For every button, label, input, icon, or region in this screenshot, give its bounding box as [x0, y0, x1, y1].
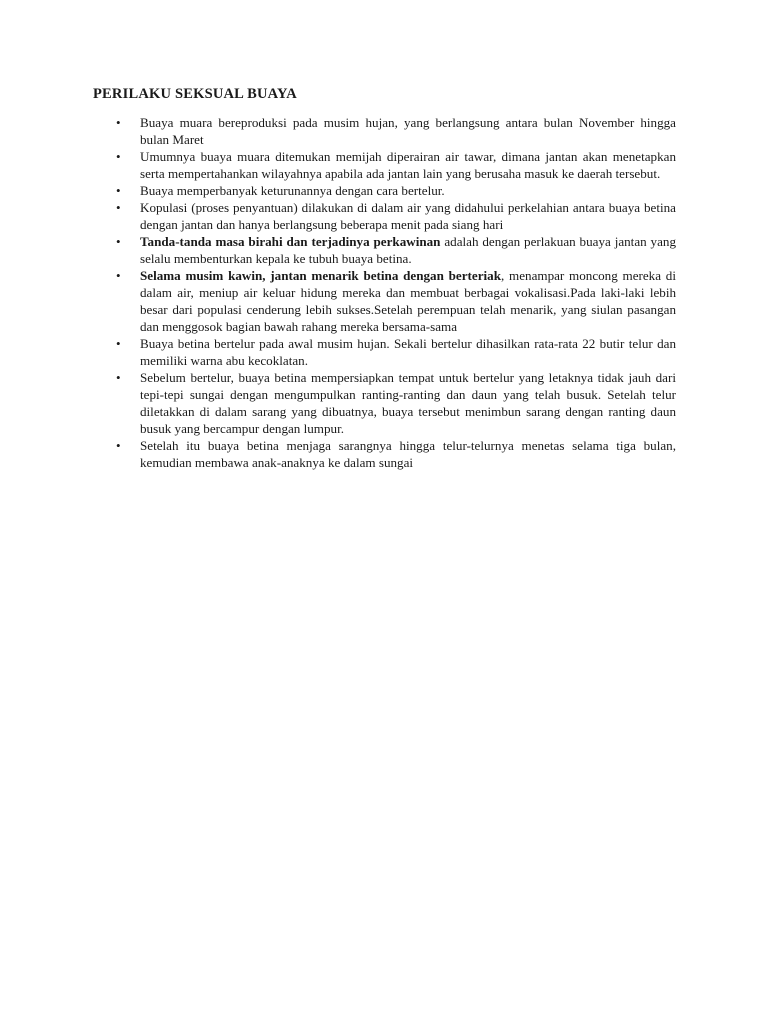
list-item-text: Buaya memperbanyak keturunannya dengan cara bertelur.	[140, 183, 445, 198]
list-item	[116, 114, 676, 148]
list-item	[116, 182, 676, 199]
bullet-icon: •	[116, 370, 121, 385]
bullet-icon: •	[116, 234, 121, 249]
bullet-icon: •	[116, 336, 121, 351]
bullet-icon: •	[116, 438, 121, 453]
list-item-text: Sebelum bertelur, buaya betina mempersiapkan tempat untuk bertelur yang letaknya tidak jauh dari tepi-tepi sungai dengan mengumpulkan ranting-ranting dan daun yang telah busuk. Setelah telur diletakkan di dalam sarang yang dibuatnya, buaya tersebut menimbun sarang dengan ranting daun busuk yang bercampur dengan lumpur.	[140, 370, 676, 436]
list-item-text: adalah dengan perlakuan buaya jantan yang selalu membenturkan kepala ke tubuh buaya betina.	[140, 234, 677, 266]
list-item	[116, 369, 676, 437]
bullet-list	[116, 114, 676, 471]
list-item-text: Buaya muara bereproduksi pada musim hujan, yang berlangsung antara bulan November hingga bulan Maret	[140, 115, 676, 147]
bullet-icon: •	[116, 115, 121, 130]
list-item-bold-text: Tanda-tanda masa birahi dan terjadinya perkawinan	[140, 234, 441, 249]
list-item	[116, 148, 676, 182]
list-item	[116, 199, 676, 233]
bullet-icon: •	[116, 200, 121, 215]
bullet-icon: •	[116, 268, 121, 283]
list-item	[116, 233, 676, 267]
list-item-text: , menampar moncong mereka di dalam air, meniup air keluar hidung mereka dan membuat berbagai vokalisasi.Pada laki-laki lebih besar dari populasi cenderung lebih sukses.Setelah perempuan telah menarik, yang siulan pasangan dan menggosok bagian bawah rahang mereka bersama-sama	[140, 268, 676, 334]
document-title: PERILAKU SEKSUAL BUAYA	[93, 86, 297, 102]
list-item-text: Umumnya buaya muara ditemukan memijah diperairan air tawar, dimana jantan akan menetapkan serta mempertahankan wilayahnya apabila ada jantan lain yang berusaha masuk ke daerah tersebut.	[140, 149, 676, 181]
list-item-text: Setelah itu buaya betina menjaga sarangnya hingga telur-telurnya menetas selama tiga bulan, kemudian membawa anak-anaknya ke dalam sungai	[140, 438, 676, 470]
list-item	[116, 437, 676, 471]
list-item	[116, 267, 676, 335]
list-item-text: Kopulasi (proses penyantuan) dilakukan di dalam air yang didahului perkelahian antara buaya betina dengan jantan dan hanya berlangsung beberapa menit pada siang hari	[140, 200, 676, 232]
list-item	[116, 335, 676, 369]
list-item-bold-text: Selama musim kawin, jantan menarik betina dengan berteriak	[140, 268, 501, 283]
bullet-icon: •	[116, 149, 121, 164]
list-item-text: Buaya betina bertelur pada awal musim hujan. Sekali bertelur dihasilkan rata-rata 22 butir telur dan memiliki warna abu kecoklatan.	[140, 336, 676, 368]
bullet-icon: •	[116, 183, 121, 198]
